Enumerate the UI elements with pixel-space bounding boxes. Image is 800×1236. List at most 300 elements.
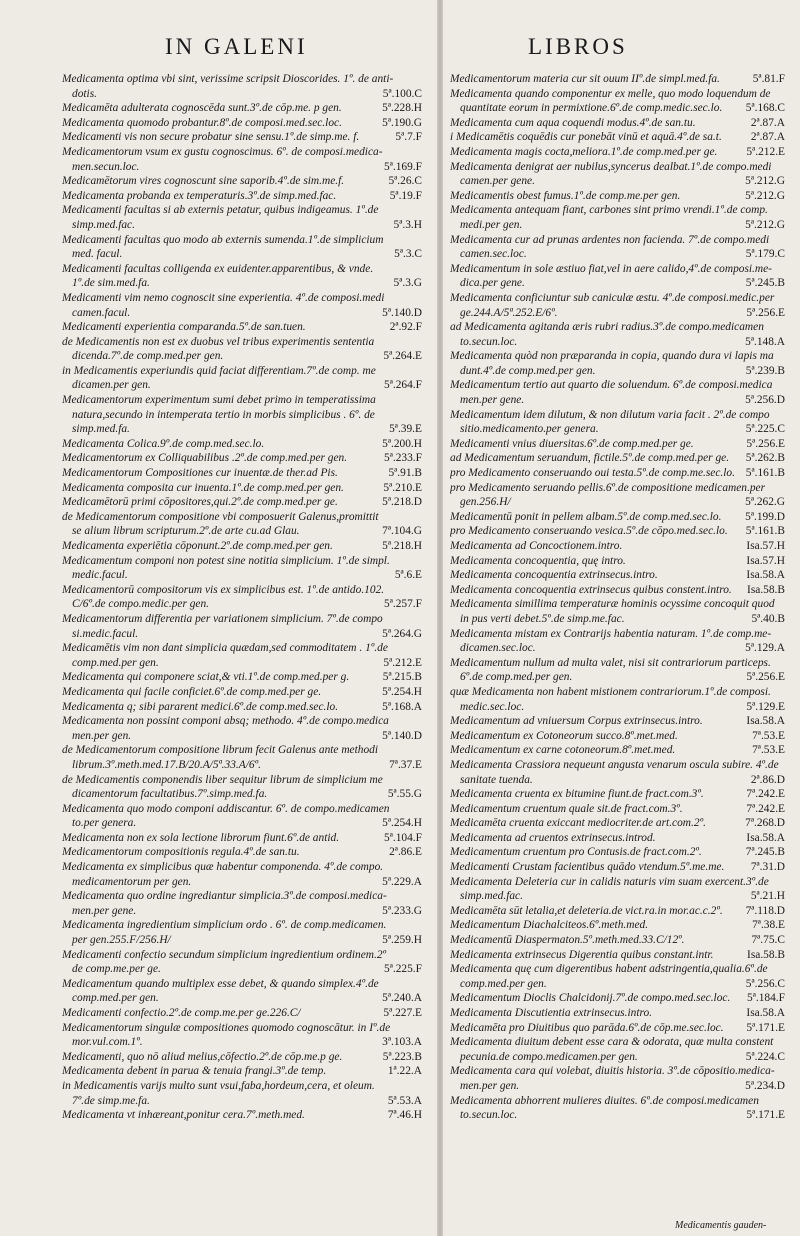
index-entry-line <box>450 918 785 933</box>
entry-reference: 7ª.75.C <box>751 934 785 947</box>
entry-reference: 5ª.199.D <box>745 510 785 523</box>
entry-text: pecunia.de compo.medicamen.per gen. <box>460 1050 638 1063</box>
entry-text: to.secun.loc. <box>460 1109 518 1122</box>
entry-reference: 2ª.92.F <box>389 321 422 334</box>
index-entry-line <box>450 262 785 277</box>
index-entry-line <box>450 116 785 131</box>
index-entry-line <box>62 714 422 729</box>
entry-text: dicamen.per gen. <box>72 379 151 392</box>
index-entry-line <box>62 656 422 671</box>
index-entry-line <box>62 262 422 277</box>
index-entry-line <box>450 349 785 364</box>
index-entry-line <box>450 860 785 875</box>
entry-reference: Isa.58.B <box>747 583 785 596</box>
entry-text: men.per gen. <box>72 729 132 742</box>
index-entry-line <box>450 524 785 539</box>
entry-text: librum.3º.meth.med.17.B/20.A/5ª.33.A/6º. <box>72 758 261 771</box>
index-entry-line <box>450 845 785 860</box>
entry-reference: 5ª.233.G <box>382 904 422 917</box>
entry-text: dicamentorum facultatibus.7º.simp.med.fa. <box>72 788 268 801</box>
entry-text: Medicamēta pro Diuitibus quo parāda.6º.de cōp.me.sec.loc. <box>450 1021 724 1034</box>
index-entry-line <box>450 904 785 919</box>
entry-reference: 5ª.212.G <box>745 189 785 202</box>
entry-reference: 5ª.212.G <box>745 175 785 188</box>
index-entry-line <box>62 831 422 846</box>
index-entry-line <box>450 539 785 554</box>
entry-text: Medicamentorum Compositiones cur inuentæ.de ther.ad Pis. <box>62 467 338 480</box>
index-entry-line <box>450 1094 785 1109</box>
entry-text: simp.med.fac. <box>72 218 135 231</box>
entry-text: Medicamenta diuitum debent esse cara & odorata, quæ multa constent <box>450 1036 774 1049</box>
entry-reference: 5ª.210.E <box>383 481 422 494</box>
index-entry-line <box>62 320 422 335</box>
entry-text: Medicamenti vnius diuersitas.6º.de comp.med.per ge. <box>450 437 694 450</box>
entry-text: Medicamentum tertio aut quarto die soluendum. 6º.de composi.medica <box>450 379 773 392</box>
entry-text: Medicamenta ad Concoctionem.intro. <box>450 540 623 552</box>
entry-text: Medicamenta vt inhæreant,ponitur cera.7º.meth.med. <box>62 1109 305 1122</box>
index-entry-line <box>62 393 422 408</box>
index-entry-line <box>62 87 422 102</box>
entry-reference: 5ª.7.F <box>395 131 422 144</box>
entry-reference: Isa.57.H <box>746 540 785 552</box>
entry-text: de Medicamentis componendis liber sequitur librum de simplicium me <box>62 773 383 786</box>
entry-reference: 5ª.3.G <box>393 277 422 290</box>
entry-text: Medicamēta sūt letalia,et deleteria.de vict.ra.in mor.ac.c.2º. <box>450 904 723 917</box>
entry-text: Medicamenta cara qui volebat, diuitis historia. 3º.de cōpositio.medica- <box>450 1065 775 1078</box>
entry-text: Medicamenti confectio secundum simplicium ingredientium ordinem.2º <box>62 948 387 961</box>
entry-text: dicenda.7º.de comp.med.per gen. <box>72 350 224 363</box>
entry-reference: 5ª.262.B <box>745 452 785 465</box>
index-entry-line <box>450 247 785 262</box>
entry-text: dica.per gene. <box>460 277 525 290</box>
index-entry-line <box>450 641 785 656</box>
index-entry-line <box>450 189 785 204</box>
entry-reference: 5ª.179.C <box>745 248 785 261</box>
index-entry-line <box>62 291 422 306</box>
index-entry-line <box>450 612 785 627</box>
index-entry-line <box>62 218 422 233</box>
entry-reference: 7ª.46.H <box>387 1109 422 1122</box>
entry-text: mor.vul.com.1º. <box>72 1036 143 1049</box>
index-entry-line <box>62 1064 422 1079</box>
index-entry-line <box>450 174 785 189</box>
entry-text: Medicamenta optima vbi sint, verissime scripsit Dioscorides. 1º. de anti- <box>62 73 394 85</box>
entry-text: de comp.me.per ge. <box>72 963 161 976</box>
entry-reference: Isa.58.A <box>746 569 785 582</box>
entry-reference: 5ª.228.H <box>382 102 422 115</box>
index-entry-line <box>450 306 785 321</box>
entry-text: Medicamenta concoquentia extrinsecus.intro. <box>450 569 658 582</box>
entry-reference: 7ª.104.G <box>382 525 422 538</box>
entry-text: Medicamentum Dioclis Chalcidonij.7º.de compo.med.sec.loc. <box>450 992 731 1005</box>
entry-text: Medicamenti, quo nō aliud melius,cōfectio.2º.de cōp.me.p ge. <box>62 1050 343 1063</box>
entry-reference: 5ª.264.G <box>382 627 422 640</box>
index-entry-line <box>450 1006 785 1021</box>
entry-text: Medicamentum cruentum pro Contusis.de fract.com.2º. <box>450 846 702 859</box>
index-entry-line <box>450 320 785 335</box>
entry-reference: 5ª.262.G <box>745 496 785 509</box>
entry-text: Medicamenti Crustam facientibus quādo vtendum.5º.me.me. <box>450 861 725 874</box>
entry-text: Medicamenti confectio.2º.de comp.me.per ge.226.C/ <box>62 1007 301 1019</box>
index-entry-line <box>62 1035 422 1050</box>
entry-text: Medicamenta quando componentur ex melle, quo modo loquendum de <box>450 87 771 100</box>
index-entry-line <box>450 1035 785 1050</box>
index-entry-line <box>450 1108 785 1123</box>
index-entry-line <box>450 714 785 729</box>
index-entry-line <box>62 991 422 1006</box>
index-entry-line <box>62 597 422 612</box>
entry-text: natura,secundo in intemperata tertio in morbis simplicibus . 6º. de <box>72 408 375 421</box>
entry-text: Medicamentum ad vniuersum Corpus extrinsecus.intro. <box>450 715 703 728</box>
index-entry-line <box>450 875 785 890</box>
index-entry-line <box>62 130 422 145</box>
entry-text: Medicamenti facultas colligenda ex euidenter.apparentibus, & vnde. <box>62 262 374 275</box>
index-entry-line <box>62 729 422 744</box>
index-entry-line <box>62 101 422 116</box>
entry-reference: 5ª.53.A <box>387 1094 422 1107</box>
index-entry-line <box>62 510 422 525</box>
entry-text: Medicamentum componi non potest sine notitia simplicium. 1º.de simpl. <box>62 554 390 567</box>
entry-reference: 5ª.223.B <box>382 1050 422 1063</box>
entry-text: Medicamenta qui facile conficiet.6º.de comp.med.per ge. <box>62 685 322 698</box>
entry-reference: 5ª.218.H <box>382 540 422 552</box>
index-entry-line <box>450 1079 785 1094</box>
entry-text: Medicamentorum compositionis regula.4º.de san.tu. <box>62 846 300 859</box>
index-entry-line <box>450 233 785 248</box>
index-entry-line <box>450 758 785 773</box>
entry-reference: 7ª.38.E <box>752 919 785 932</box>
entry-text: Medicamenta q; sibi pararent medici.6º.de comp.med.sec.lo. <box>62 700 339 713</box>
index-entry-line <box>450 160 785 175</box>
entry-text: Medicamentum idem dilutum, & non dilutum varia facit . 2º.de compo <box>450 408 770 421</box>
entry-reference: 7ª.118.D <box>745 904 785 917</box>
entry-reference: 2ª.86.E <box>389 846 422 859</box>
index-entry-line <box>62 160 422 175</box>
index-entry-line <box>62 918 422 933</box>
index-entry-line <box>62 233 422 248</box>
entry-reference: 5ª.161.B <box>745 467 785 480</box>
index-entry-line <box>450 1021 785 1036</box>
entry-reference: 2ª.86.D <box>750 773 785 786</box>
index-entry-line <box>450 481 785 496</box>
index-entry-line <box>62 378 422 393</box>
left-running-head: IN GALENI <box>165 34 308 59</box>
index-entry-line <box>450 451 785 466</box>
index-entry-line <box>62 948 422 963</box>
entry-text: de Medicamentis non est ex duobus vel tribus experimentis sententia <box>62 335 375 348</box>
entry-text: Medicamentorum differentia per variationem simplicium. 7º.de compo <box>62 612 383 625</box>
index-entry-line <box>62 816 422 831</box>
index-entry-line <box>62 933 422 948</box>
entry-text: Medicamenta denigrat aer nubilus,syncerus dealbat.1º.de compo.medi <box>450 160 772 173</box>
entry-text: si.medic.facul. <box>72 627 139 640</box>
entry-reference: 5ª.254.H <box>382 817 422 830</box>
entry-text: medic.facul. <box>72 569 128 582</box>
index-entry-line <box>62 889 422 904</box>
entry-reference: 5ª.212.E <box>383 656 422 669</box>
entry-reference: 5ª.212.G <box>745 218 785 231</box>
entry-text: medi.per gen. <box>460 218 523 231</box>
index-entry-line <box>450 743 785 758</box>
index-entry-line <box>450 816 785 831</box>
entry-text: in pus verti debet.5º.de simp.me.fac. <box>460 612 625 625</box>
entry-text: Medicamenta mistam ex Contrarijs habentia naturam. 1º.de comp.me- <box>450 627 772 640</box>
entry-reference: 5ª.245.B <box>745 277 785 290</box>
entry-text: de Medicamentorum compositione vbi composuerit Galenus,promittit <box>62 510 379 523</box>
index-entry-line <box>450 1050 785 1065</box>
entry-text: camen.per gene. <box>460 175 535 188</box>
entry-text: de Medicamentorum compositione librum fecit Galenus ante methodi <box>62 744 379 757</box>
entry-reference: 5ª.19.F <box>389 189 422 202</box>
entry-text: C/6º.de compo.medic.per gen. <box>72 598 210 611</box>
entry-reference: 5ª.100.C <box>382 87 422 100</box>
entry-reference: 5ª.81.F <box>752 73 785 85</box>
entry-reference: 1ª.22.A <box>387 1065 422 1078</box>
index-entry-line <box>62 583 422 598</box>
entry-reference: 5ª.256.E <box>746 671 785 684</box>
index-entry-line <box>450 831 785 846</box>
entry-text: Medicamentorum materia cur sit ouum IIº.de simpl.med.fa. <box>450 73 720 85</box>
entry-reference: 5ª.229.A <box>382 875 422 888</box>
index-entry-line <box>450 933 785 948</box>
index-entry-line <box>450 787 785 802</box>
index-entry-line <box>62 773 422 788</box>
entry-text: Medicamenta qui componere sciat,& vti.1º.de comp.med.per g. <box>62 671 350 684</box>
entry-text: dotis. <box>72 87 98 100</box>
entry-text: quantitate eorum in permixtione.6º.de comp.medic.sec.lo. <box>460 102 723 115</box>
index-entry-line <box>62 145 422 160</box>
index-entry-line <box>450 218 785 233</box>
entry-reference: 5ª.256.E <box>746 306 785 319</box>
entry-text: Medicamenta composita cur inuenta.1º.de comp.med.per gen. <box>62 481 344 494</box>
entry-reference: 5ª.227.E <box>383 1007 422 1019</box>
entry-reference: 2ª.87.A <box>750 116 785 129</box>
index-entry-line <box>450 889 785 904</box>
entry-text: Medicamenta Discutientia extrinsecus.intro. <box>450 1007 653 1019</box>
index-entry-line <box>450 335 785 350</box>
entry-text: Medicamenta cur ad prunas ardentes non facienda. 7º.de compo.medi <box>450 233 770 246</box>
entry-text: Medicamenta quo ordine ingrediantur simplicia.3º.de composi.medica- <box>62 890 387 903</box>
index-entry-line <box>62 685 422 700</box>
entry-text: in Medicamentis varijs multo sunt vsui,faba,hordeum,cera, et oleum. <box>62 1079 375 1092</box>
index-entry-line <box>62 1079 422 1094</box>
entry-text: medicamentorum per gen. <box>72 875 192 888</box>
index-entry-line <box>62 451 422 466</box>
entry-text: comp.med.per gen. <box>460 977 547 990</box>
entry-reference: 5ª.148.A <box>745 335 785 348</box>
entry-reference: 5ª.40.B <box>751 612 785 625</box>
entry-reference: 7ª.268.D <box>745 817 785 830</box>
entry-reference: 5ª.215.B <box>382 671 422 684</box>
index-entry-line <box>450 583 785 598</box>
entry-text: Medicamenta magis cocta,meliora.1º.de comp.med.per ge. <box>450 145 718 158</box>
entry-text: pro Medicamento seruando pellis.6º.de compositione medicamen.per <box>450 481 766 494</box>
entry-text: Medicamenta ingredientium simplicium ordo . 6º. de comp.medicamen. <box>62 919 387 932</box>
entry-text: Medicamenti vis non secure probatur sine sensu.1º.de simp.me. f. <box>62 131 360 144</box>
entry-text: Medicamenta Crassiora nequeunt angusta venarum oscula subire. 4º.de <box>450 758 779 771</box>
index-entry-line <box>62 627 422 642</box>
entry-reference: Isa.58.A <box>746 1007 785 1019</box>
index-entry-line <box>450 685 785 700</box>
index-entry-line <box>62 539 422 554</box>
index-entry-line <box>62 174 422 189</box>
index-entry-line <box>450 700 785 715</box>
entry-reference: 5ª.256.E <box>746 437 785 450</box>
entry-text: Medicamenti facultas quo modo ab externis sumenda.1º.de simplicium <box>62 233 384 246</box>
index-entry-line <box>450 656 785 671</box>
entry-text: camen.facul. <box>72 306 131 319</box>
entry-text: simp.med.fac. <box>460 890 523 903</box>
entry-reference: 5ª.218.D <box>382 496 422 509</box>
entry-reference: 5ª.200.H <box>382 437 422 450</box>
index-entry-line <box>450 1064 785 1079</box>
entry-text: men.secun.loc. <box>72 160 140 173</box>
entry-reference: 5ª.171.E <box>746 1109 785 1122</box>
entry-reference: Isa.58.B <box>747 948 785 961</box>
entry-text: Medicamētis vim non dant simplicia quædam,sed commoditatem . 1º.de <box>62 642 388 655</box>
entry-text: Medicamentorum experimentum sumi debet primo in temperatissima <box>62 394 376 407</box>
index-entry-line <box>62 189 422 204</box>
entry-text: 7º.de simp.me.fa. <box>72 1094 150 1107</box>
index-entry-line <box>450 773 785 788</box>
index-entry-line <box>62 568 422 583</box>
index-entry-line <box>450 72 785 87</box>
entry-text: i Medicamētis coquēdis cur ponebāt vinū et aquā.4º.de sa.t. <box>450 131 722 144</box>
entry-reference: 7ª.242.E <box>746 802 785 815</box>
entry-reference: 5ª.104.F <box>384 831 422 844</box>
entry-reference: 5ª.256.C <box>745 977 785 990</box>
entry-text: Medicamenta non possint componi absq; methodo. 4º.de compo.medica <box>62 715 389 728</box>
entry-text: Medicamenta ad cruentos extrinsecus.introd. <box>450 831 656 844</box>
index-entry-line <box>450 627 785 642</box>
entry-text: men.per gene. <box>72 904 137 917</box>
index-entry-line <box>62 1094 422 1109</box>
entry-text: med. facul. <box>72 248 123 261</box>
entry-text: se alium librum scripturum.2º.de arte cu.ad Glau. <box>72 525 300 538</box>
entry-text: Medicamenta non ex sola lectione librorum fiunt.6º.de antid. <box>62 831 340 844</box>
entry-reference: 5ª.3.H <box>393 218 422 231</box>
entry-text: per gen.255.F/256.H/ <box>72 934 171 947</box>
entry-text: ge.244.A/5ª.252.E/6º. <box>460 306 558 319</box>
index-entry-line <box>62 1006 422 1021</box>
entry-reference: 5ª.239.B <box>745 364 785 377</box>
entry-text: Medicamenta concoquentia extrinsecus quibus constent.intro. <box>450 583 732 596</box>
entry-text: Medicamenta probanda ex temperaturis.3º.de simp.med.fac. <box>62 189 337 202</box>
entry-text: Medicamenta Colica.9º.de comp.med.sec.lo. <box>62 437 265 450</box>
entry-text: camen.sec.loc. <box>460 248 527 261</box>
entry-text: Medicamentorum vsum ex gustu cognoscimus. 6º. de composi.medica- <box>62 145 383 158</box>
index-entry-line <box>450 378 785 393</box>
entry-reference: 5ª.224.C <box>745 1050 785 1063</box>
entry-reference: 7ª.242.E <box>746 788 785 801</box>
entry-text: Medicamenta experiētia cōponunt.2º.de comp.med.per gen. <box>62 540 333 552</box>
entry-text: Medicamenta cum aqua coquendi modus.4º.de san.tu. <box>450 116 696 129</box>
entry-text: Medicamenti vim nemo cognoscit sine experientia. 4º.de composi.medi <box>62 291 385 304</box>
index-entry-line <box>450 962 785 977</box>
index-entry-line <box>62 904 422 919</box>
index-entry-line <box>62 306 422 321</box>
index-entry-line <box>450 977 785 992</box>
entry-reference: 5ª.212.E <box>746 145 785 158</box>
index-entry-line <box>62 700 422 715</box>
entry-reference: 5ª.129.E <box>746 700 785 713</box>
entry-reference: 5ª.169.F <box>384 160 422 173</box>
index-entry-line <box>450 466 785 481</box>
entry-text: Medicamentum quando multiplex esse debet, & quando simplex.4º.de <box>62 977 379 990</box>
entry-text: Medicamentum ex carne cotoneorum.8º.met.med. <box>450 744 676 757</box>
entry-text: 1º.de sim.med.fa. <box>72 277 150 290</box>
index-entry-line <box>62 962 422 977</box>
entry-reference: 7ª.37.E <box>389 758 422 771</box>
index-entry-line <box>450 597 785 612</box>
entry-reference: 5ª.240.A <box>382 992 422 1005</box>
index-entry-line <box>62 276 422 291</box>
index-entry-line <box>62 72 422 87</box>
entry-text: Medicamentum ex Cotoneorum succo.8º.met.med. <box>450 729 678 742</box>
index-entry-line <box>450 364 785 379</box>
entry-reference: Isa.57.H <box>746 554 785 567</box>
entry-reference: 3ª.103.A <box>382 1036 422 1049</box>
entry-text: dicamen.sec.loc. <box>460 642 536 655</box>
entry-reference: 5ª.161.B <box>745 525 785 538</box>
entry-reference: 5ª.257.F <box>384 598 422 611</box>
index-entry-line <box>62 422 422 437</box>
index-entry-line <box>62 437 422 452</box>
entry-reference: 5ª.184.F <box>747 992 785 1005</box>
entry-text: Medicamentū ponit in pellem albam.5º.de comp.med.sec.lo. <box>450 510 722 523</box>
index-entry-line <box>62 670 422 685</box>
index-entry-line <box>450 568 785 583</box>
entry-reference: 5ª.91.B <box>388 467 422 480</box>
index-entry-line <box>62 349 422 364</box>
index-entry-line <box>62 116 422 131</box>
entry-text: Medicamenta quę cum digerentibus habent adstringentia,qualia.6º.de <box>450 963 768 976</box>
index-entry-line <box>450 554 785 569</box>
catchword: Medicamentis gauden- <box>675 1220 767 1231</box>
entry-text: Medicamenta simillima temperaturæ hominis ocyssime concoquit quod <box>450 598 775 611</box>
entry-text: Medicamentū Diaspermaton.5º.meth.med.33.C/12º. <box>450 934 685 947</box>
index-entry-line <box>62 524 422 539</box>
left-index-column <box>62 72 422 1123</box>
index-entry-line <box>450 130 785 145</box>
index-entry-line <box>62 787 422 802</box>
entry-text: Medicamētorum vires cognoscunt sine saporib.4º.de sim.me.f. <box>62 175 345 188</box>
entry-reference: 7ª.31.D <box>750 861 785 874</box>
page-gutter <box>437 0 443 1236</box>
index-entry-line <box>62 335 422 350</box>
index-entry-line <box>62 495 422 510</box>
entry-reference: 5ª.6.E <box>394 569 422 582</box>
index-entry-line <box>450 670 785 685</box>
entry-text: Medicamenta cruenta ex bitumine fiunt.de fract.com.3º. <box>450 788 704 801</box>
entry-text: Medicamenta extrinsecus Digerentia quibus constant.intr. <box>450 948 714 961</box>
entry-reference: 5ª.264.F <box>384 379 422 392</box>
index-entry-line <box>62 466 422 481</box>
entry-text: medic.sec.loc. <box>460 700 525 713</box>
index-entry-line <box>450 291 785 306</box>
entry-text: Medicamēta adulterata cognoscēda sunt.3º.de cōp.me. p gen. <box>62 102 342 115</box>
entry-text: Medicamentum nullum ad multa valet, nisi sit contrariorum particeps. <box>450 656 771 669</box>
entry-text: Medicamenti facultas si ab externis petatur, quibus indigeamus. 1º.de <box>62 204 379 217</box>
entry-reference: 5ª.171.E <box>746 1021 785 1034</box>
right-index-column <box>450 72 785 1123</box>
index-entry-line <box>62 203 422 218</box>
entry-reference: 5ª.225.F <box>384 963 422 976</box>
entry-text: quæ Medicamenta non habent mistionem contrariorum.1º.de composi. <box>450 685 771 698</box>
right-running-head: LIBROS <box>528 34 628 59</box>
entry-reference: 5ª.3.C <box>394 248 422 261</box>
index-entry-line <box>62 1108 422 1123</box>
